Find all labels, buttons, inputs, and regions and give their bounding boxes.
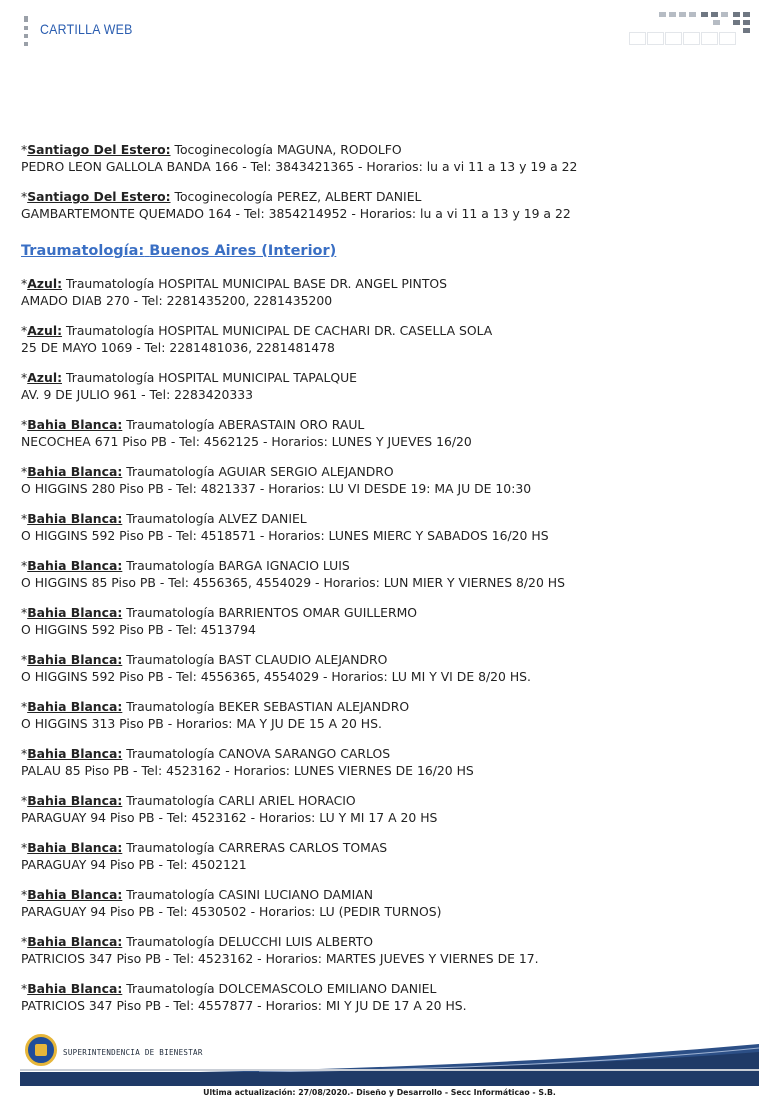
entry-city: Bahia Blanca: <box>27 652 123 667</box>
entry-name: Traumatología BARGA IGNACIO LUIS <box>126 558 350 573</box>
list-item <box>21 322 741 356</box>
entry-detail: NECOCHEA 671 Piso PB - Tel: 4562125 - Horarios: LUNES Y JUEVES 16/20 <box>21 434 472 449</box>
org-name: SUPERINTENDENCIA DE BIENESTAR <box>63 1048 203 1057</box>
entry-city: Bahia Blanca: <box>27 511 123 526</box>
entry-title-line: *Bahia Blanca: Traumatología BARGA IGNACIO LUIS <box>21 558 350 573</box>
entry-name: Traumatología CASINI LUCIANO DAMIAN <box>126 887 373 902</box>
entry-title-line: *Azul: Traumatología HOSPITAL MUNICIPAL DE CACHARI DR. CASELLA SOLA <box>21 323 493 338</box>
list-item <box>21 745 741 779</box>
entry-city: Santiago Del Estero: <box>27 142 171 157</box>
footer-divider <box>20 1069 759 1071</box>
entry-title-line: *Bahia Blanca: Traumatología BEKER SEBASTIAN ALEJANDRO <box>21 699 410 714</box>
list-item <box>21 886 741 920</box>
entry-name: Tocoginecología MAGUNA, RODOLFO <box>174 142 402 157</box>
entry-name: Traumatología ALVEZ DANIEL <box>126 511 307 526</box>
list-item <box>21 933 741 967</box>
list-item <box>21 651 741 685</box>
entry-name: Traumatología BARRIENTOS OMAR GUILLERMO <box>126 605 418 620</box>
entry-name: Traumatología HOSPITAL MUNICIPAL DE CACHARI DR. CASELLA SOLA <box>65 323 493 338</box>
section-specialty: Traumatología: <box>21 243 145 259</box>
entry-detail: AV. 9 DE JULIO 961 - Tel: 2283420333 <box>21 387 254 402</box>
entry-city: Bahia Blanca: <box>27 793 123 808</box>
entry-city: Bahia Blanca: <box>27 605 123 620</box>
list-item <box>21 369 741 403</box>
header-decoration-icon <box>629 12 751 48</box>
entry-name: Traumatología CANOVA SARANGO CARLOS <box>126 746 391 761</box>
list-item <box>21 792 741 826</box>
entry-title-line: *Bahia Blanca: Traumatología ABERASTAIN ORO RAUL <box>21 417 365 432</box>
list-item <box>21 557 741 591</box>
entry-detail: O HIGGINS 592 Piso PB - Tel: 4518571 - Horarios: LUNES MIERC Y SABADOS 16/20 HS <box>21 528 549 543</box>
entry-city: Bahia Blanca: <box>27 464 123 479</box>
entries-top <box>21 141 741 222</box>
list-item <box>21 188 741 222</box>
entry-title-line: *Santiago Del Estero: Tocoginecología MAGUNA, RODOLFO <box>21 142 402 157</box>
entry-city: Azul: <box>27 370 63 385</box>
entry-name: Traumatología ABERASTAIN ORO RAUL <box>126 417 365 432</box>
list-item <box>21 510 741 544</box>
institution-seal-icon <box>25 1034 57 1066</box>
entry-name: Tocoginecología PEREZ, ALBERT DANIEL <box>174 189 422 204</box>
entry-detail: PARAGUAY 94 Piso PB - Tel: 4530502 - Horarios: LU (PEDIR TURNOS) <box>21 904 442 919</box>
header-accent-bar <box>24 16 28 46</box>
entry-detail: O HIGGINS 280 Piso PB - Tel: 4821337 - Horarios: LU VI DESDE 19: MA JU DE 10:30 <box>21 481 532 496</box>
entry-title-line: *Bahia Blanca: Traumatología BARRIENTOS OMAR GUILLERMO <box>21 605 418 620</box>
entry-name: Traumatología BAST CLAUDIO ALEJANDRO <box>126 652 388 667</box>
entry-title-line: *Bahia Blanca: Traumatología CARLI ARIEL HORACIO <box>21 793 356 808</box>
entry-name: Traumatología HOSPITAL MUNICIPAL BASE DR. ANGEL PINTOS <box>65 276 447 291</box>
entry-city: Santiago Del Estero: <box>27 189 171 204</box>
entry-city: Azul: <box>27 276 63 291</box>
list-item <box>21 141 741 175</box>
last-updated: Ultima actualización: 27/08/2020.- Diseño y Desarrollo - Secc Informáticao - S.B. <box>203 1088 556 1097</box>
entry-detail: O HIGGINS 592 Piso PB - Tel: 4556365, 4554029 - Horarios: LU MI Y VI DE 8/20 HS. <box>21 669 531 684</box>
entry-city: Bahia Blanca: <box>27 417 123 432</box>
entry-detail: O HIGGINS 313 Piso PB - Horarios: MA Y JU DE 15 A 20 HS. <box>21 716 382 731</box>
entry-title-line: *Bahia Blanca: Traumatología BAST CLAUDIO ALEJANDRO <box>21 652 388 667</box>
entry-title-line: *Bahia Blanca: Traumatología CANOVA SARANGO CARLOS <box>21 746 391 761</box>
entry-title-line: *Azul: Traumatología HOSPITAL MUNICIPAL BASE DR. ANGEL PINTOS <box>21 276 447 291</box>
entries-main <box>21 275 741 1014</box>
entry-detail: GAMBARTEMONTE QUEMADO 164 - Tel: 3854214952 - Horarios: lu a vi 11 a 13 y 19 a 22 <box>21 206 571 221</box>
entry-title-line: *Bahia Blanca: Traumatología CARRERAS CARLOS TOMAS <box>21 840 388 855</box>
entry-title-line: *Bahia Blanca: Traumatología ALVEZ DANIEL <box>21 511 307 526</box>
entry-detail: 25 DE MAYO 1069 - Tel: 2281481036, 2281481478 <box>21 340 335 355</box>
entry-city: Bahia Blanca: <box>27 746 123 761</box>
list-item <box>21 839 741 873</box>
entry-detail: O HIGGINS 592 Piso PB - Tel: 4513794 <box>21 622 256 637</box>
list-item <box>21 604 741 638</box>
entry-name: Traumatología CARLI ARIEL HORACIO <box>126 793 356 808</box>
list-item <box>21 980 741 1014</box>
page-footer <box>0 1020 759 1101</box>
section-title <box>21 241 741 261</box>
entry-detail: AMADO DIAB 270 - Tel: 2281435200, 2281435200 <box>21 293 333 308</box>
entry-detail: PARAGUAY 94 Piso PB - Tel: 4502121 <box>21 857 247 872</box>
entry-city: Azul: <box>27 323 63 338</box>
footer-band <box>20 1072 759 1086</box>
entry-detail: PATRICIOS 347 Piso PB - Tel: 4557877 - Horarios: MI Y JU DE 17 A 20 HS. <box>21 998 467 1013</box>
list-item <box>21 416 741 450</box>
entry-city: Bahia Blanca: <box>27 840 123 855</box>
entry-title-line: *Santiago Del Estero: Tocoginecología PEREZ, ALBERT DANIEL <box>21 189 422 204</box>
list-item <box>21 698 741 732</box>
entry-city: Bahia Blanca: <box>27 981 123 996</box>
entry-title-line: *Bahia Blanca: Traumatología CASINI LUCIANO DAMIAN <box>21 887 373 902</box>
entry-name: Traumatología DELUCCHI LUIS ALBERTO <box>126 934 373 949</box>
entry-title-line: *Bahia Blanca: Traumatología DOLCEMASCOLO EMILIANO DANIEL <box>21 981 437 996</box>
entry-name: Traumatología HOSPITAL MUNICIPAL TAPALQUE <box>65 370 357 385</box>
page-header <box>0 0 759 60</box>
header-title: CARTILLA WEB <box>40 21 133 37</box>
entry-title-line: *Bahia Blanca: Traumatología DELUCCHI LUIS ALBERTO <box>21 934 373 949</box>
entry-name: Traumatología AGUIAR SERGIO ALEJANDRO <box>126 464 394 479</box>
entry-name: Traumatología CARRERAS CARLOS TOMAS <box>126 840 388 855</box>
entry-name: Traumatología BEKER SEBASTIAN ALEJANDRO <box>126 699 410 714</box>
entry-city: Bahia Blanca: <box>27 558 123 573</box>
entry-detail: PEDRO LEON GALLOLA BANDA 166 - Tel: 3843421365 - Horarios: lu a vi 11 a 13 y 19 a 22 <box>21 159 578 174</box>
entry-title-line: *Bahia Blanca: Traumatología AGUIAR SERGIO ALEJANDRO <box>21 464 394 479</box>
entry-detail: PALAU 85 Piso PB - Tel: 4523162 - Horarios: LUNES VIERNES DE 16/20 HS <box>21 763 474 778</box>
entry-detail: PATRICIOS 347 Piso PB - Tel: 4523162 - Horarios: MARTES JUEVES Y VIERNES DE 17. <box>21 951 539 966</box>
list-item <box>21 463 741 497</box>
entry-detail: PARAGUAY 94 Piso PB - Tel: 4523162 - Horarios: LU Y MI 17 A 20 HS <box>21 810 438 825</box>
entry-detail: O HIGGINS 85 Piso PB - Tel: 4556365, 4554029 - Horarios: LUN MIER Y VIERNES 8/20 HS <box>21 575 565 590</box>
entry-city: Bahia Blanca: <box>27 699 123 714</box>
directory-listing <box>21 141 741 1027</box>
entry-city: Bahia Blanca: <box>27 887 123 902</box>
entry-title-line: *Azul: Traumatología HOSPITAL MUNICIPAL TAPALQUE <box>21 370 357 385</box>
entry-city: Bahia Blanca: <box>27 934 123 949</box>
list-item <box>21 275 741 309</box>
entry-name: Traumatología DOLCEMASCOLO EMILIANO DANIEL <box>126 981 437 996</box>
section-region: Buenos Aires (Interior) <box>149 243 337 259</box>
